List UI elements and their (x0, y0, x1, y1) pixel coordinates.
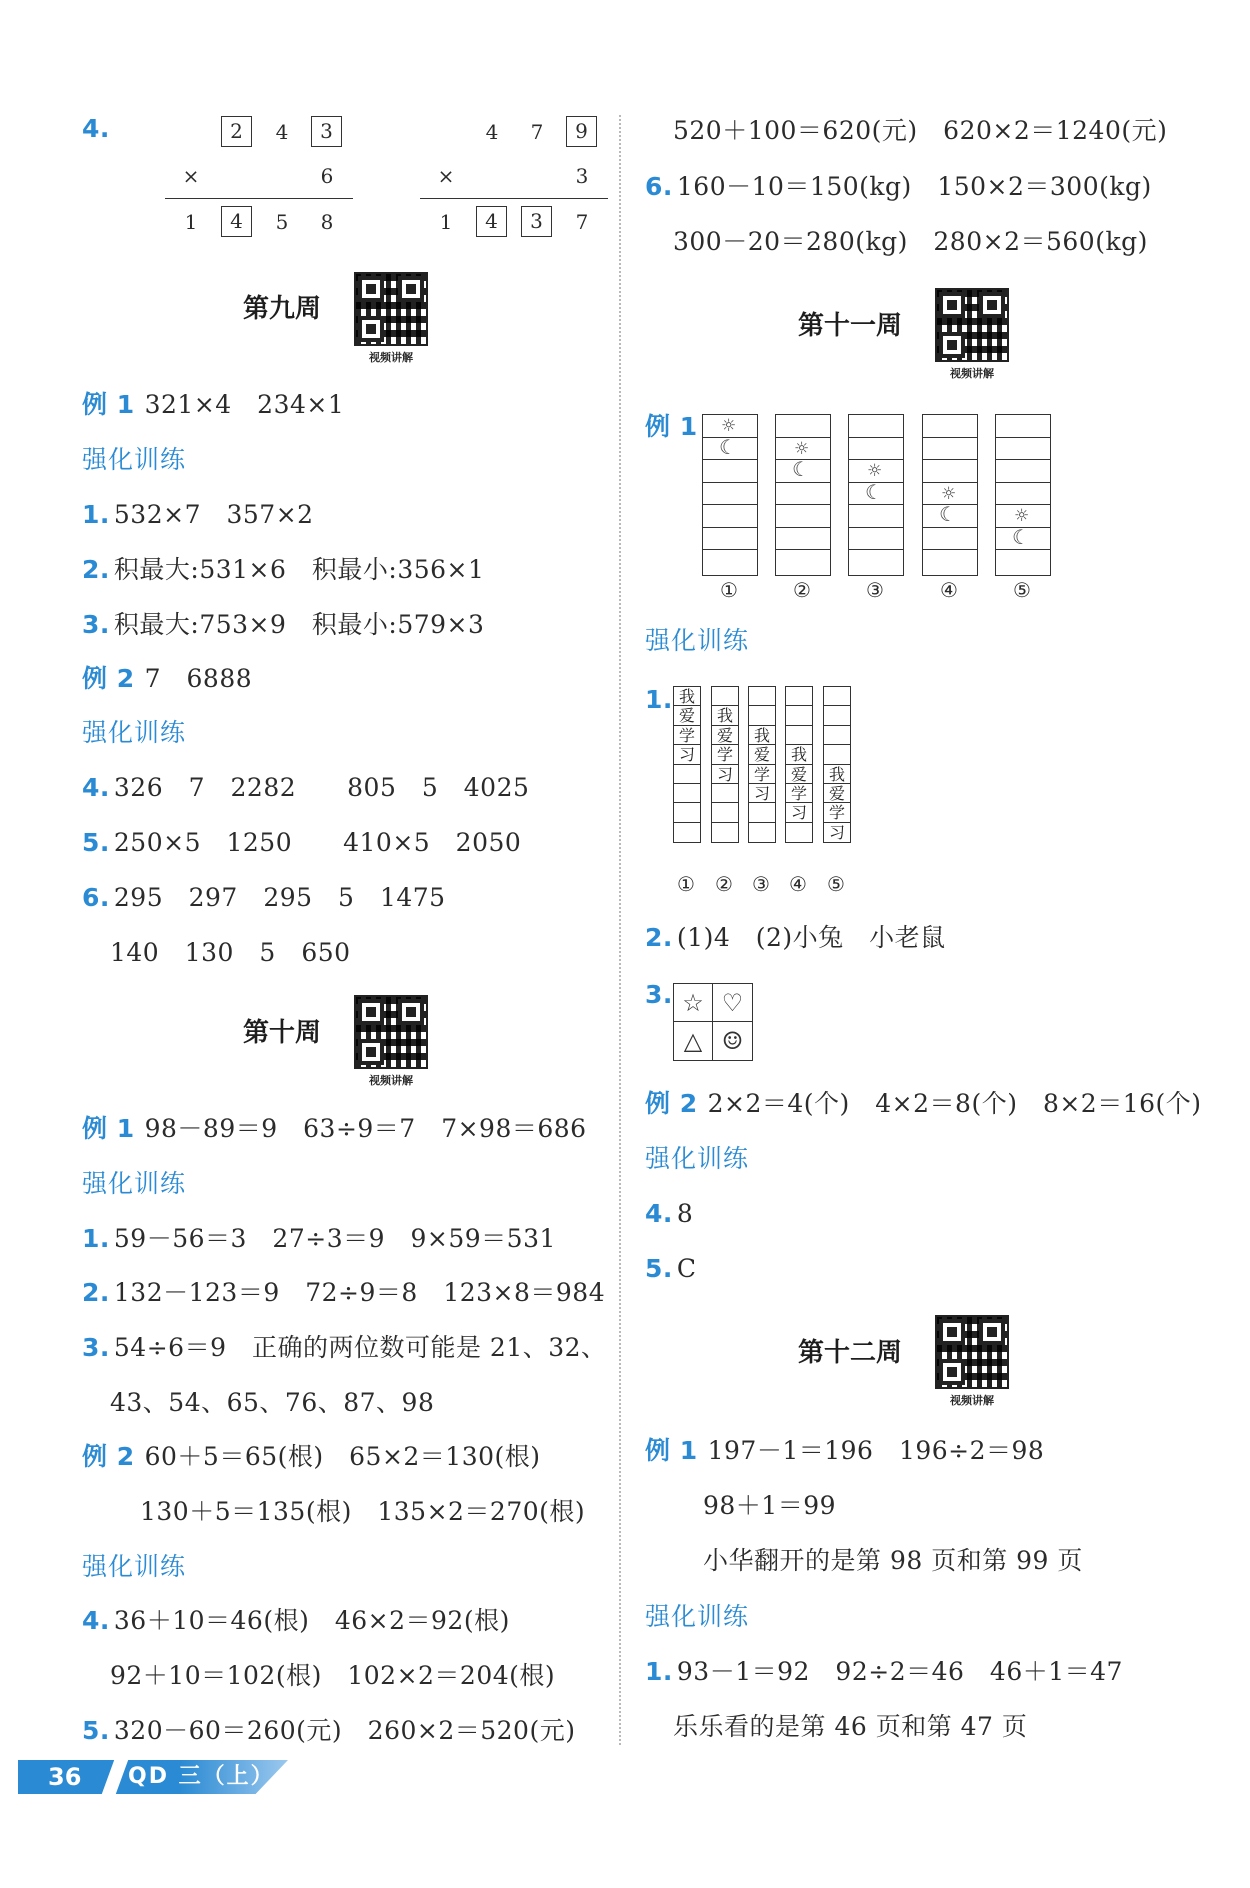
example-1-label: 例 1 (645, 412, 698, 441)
moon-icon: ☾ (792, 457, 810, 481)
example-label: 例 1 (82, 390, 135, 419)
question-number: 5. (82, 1716, 110, 1745)
answer-text: 92＋10＝102(根) 102×2＝204(根) (110, 1661, 556, 1690)
moon-icon: ☾ (939, 502, 957, 526)
section-heading: 强化训练 (645, 1144, 750, 1173)
star-icon: ☆ (674, 984, 713, 1022)
answer-line (82, 771, 529, 805)
word-cell: 学 (824, 803, 850, 822)
word-cell: 习 (828, 822, 845, 842)
answer-text: 520＋100＝620(元) 620×2＝1240(元) (673, 116, 1168, 145)
example-2: 例 2 2×2＝4(个) 4×2＝8(个) 8×2＝16(个) (645, 1089, 1202, 1118)
question-number: 1. (82, 1224, 110, 1253)
answer-line (110, 1659, 555, 1693)
smiley-icon: ☺ (721, 1027, 744, 1055)
diagram-column (995, 414, 1051, 576)
answer-line (82, 1112, 587, 1146)
word-cell: 习 (674, 745, 700, 764)
triangle-icon: △ (674, 1022, 713, 1060)
word-cell (712, 784, 738, 803)
digit: 4 (476, 206, 507, 237)
answer-line (673, 225, 1148, 259)
question-number: 4. (82, 773, 110, 802)
answer-line (82, 1222, 556, 1256)
video-caption: 视频讲解 (950, 367, 994, 380)
video-caption: 视频讲解 (369, 351, 413, 364)
diagram-cell (849, 528, 903, 551)
week-10-title: 第十周 (242, 1018, 321, 1048)
digit: 6 (320, 164, 334, 188)
word-cell (786, 726, 812, 745)
diagram-column (922, 414, 978, 576)
week-9-video-qr[interactable] (354, 272, 428, 365)
week-12-video-qr[interactable] (935, 1315, 1009, 1408)
diagram-cell (703, 505, 757, 528)
answer-text: 积最大:531×6 积最小:356×1 (113, 555, 485, 584)
diagram-cell (923, 502, 977, 528)
word-cell (712, 803, 738, 822)
word-cell (824, 706, 850, 725)
answer-line (673, 114, 1167, 148)
question-1-label: 1. (645, 685, 673, 714)
moon-icon: ☾ (719, 434, 737, 459)
word-cell: 学 (786, 784, 812, 803)
multiply-sign: × (182, 164, 200, 188)
word-cell: 爱 (786, 765, 812, 784)
word-column (785, 686, 813, 843)
sun-icon: ☼ (794, 438, 810, 459)
diagram-cell (703, 483, 757, 506)
answer-text: 7 6888 (144, 664, 253, 693)
diagram-cell (703, 434, 757, 461)
answer-text: 295 297 295 5 1475 (113, 883, 446, 912)
word-cell: 习 (786, 803, 812, 822)
diagram-cell (703, 550, 757, 573)
word-cell (712, 687, 738, 706)
answer-line (645, 1655, 1123, 1689)
digit: 4 (221, 206, 252, 237)
section-heading: 强化训练 (645, 1602, 750, 1631)
digit: 3 (521, 206, 552, 237)
word-cell (786, 706, 812, 725)
week-11-video-qr[interactable] (935, 288, 1009, 381)
answer-line (82, 826, 521, 860)
word-cell: 我 (712, 706, 738, 725)
word-cell (749, 706, 775, 725)
diagram-cell (923, 550, 977, 573)
column-number: ① (720, 578, 738, 602)
answer-text: 197－1＝196 196÷2＝98 (707, 1436, 1045, 1465)
sum-rule (165, 198, 353, 199)
diagram-cell (849, 479, 903, 506)
answer-line (82, 1604, 510, 1638)
word-column (823, 686, 851, 843)
page-number: 36 (48, 1763, 82, 1791)
word-cell: 学 (674, 726, 700, 745)
answer-text: 98－89＝9 63÷9＝7 7×98＝686 (144, 1114, 587, 1143)
moon-icon: ☾ (865, 479, 883, 504)
word-column (673, 686, 701, 843)
video-caption: 视频讲解 (369, 1074, 413, 1087)
week-9-title: 第九周 (242, 294, 321, 324)
word-cell (674, 784, 700, 803)
question-number: 6. (82, 883, 110, 912)
digit: 3 (575, 164, 589, 188)
answer-text: 98＋1＝99 (703, 1491, 837, 1520)
answer-text: 60＋5＝65(根) 65×2＝130(根) (144, 1442, 541, 1471)
question-number: 3. (82, 1333, 110, 1362)
section-heading: 强化训练 (82, 1552, 187, 1581)
answer-text: 300－20＝280(kg) 280×2＝560(kg) (673, 227, 1148, 256)
answer-line (82, 608, 484, 642)
digit: 8 (320, 210, 334, 234)
answer-text: 36＋10＝46(根) 46×2＝92(根) (113, 1606, 510, 1635)
diagram-cell (923, 438, 977, 461)
answer-line (82, 1714, 575, 1748)
word-cell: 爱 (749, 745, 775, 764)
answer-line (703, 1489, 836, 1523)
diagram-cell (776, 415, 830, 438)
example-label: 例 2 (82, 664, 135, 693)
word-cell (749, 687, 775, 706)
example-label: 例 1 (645, 1436, 698, 1465)
column-number: ③ (752, 872, 770, 896)
diagram-cell (996, 460, 1050, 483)
word-cell (674, 765, 700, 784)
diagram-cell (703, 460, 757, 483)
answer-line (110, 936, 351, 970)
digit: 7 (575, 210, 589, 234)
diagram-cell (923, 415, 977, 438)
digit: 1 (439, 210, 453, 234)
answer-text: 321×4 234×1 (144, 390, 345, 419)
column-number: ② (715, 872, 733, 896)
question-number: 1. (645, 1657, 673, 1686)
diagram-cell (996, 483, 1050, 506)
sum-rule (420, 198, 608, 199)
diagram-cell (996, 550, 1050, 573)
diagram-cell (923, 528, 977, 551)
qr-code-icon (354, 272, 428, 346)
column-number: ③ (866, 578, 884, 602)
question-2: 2. (1)4 (2)小兔 小老鼠 (645, 923, 946, 952)
word-cell: 习 (749, 784, 775, 803)
answer-line (110, 1386, 434, 1420)
word-cell: 学 (712, 745, 738, 764)
qr-code-icon (354, 995, 428, 1069)
column-number: ① (677, 872, 695, 896)
answer-line (82, 662, 252, 696)
word-cell (674, 803, 700, 822)
question-4: 4. 8 (645, 1199, 694, 1228)
column-number: ⑤ (827, 872, 845, 896)
question-number: 3. (82, 610, 110, 639)
question-3-label: 3. (645, 980, 673, 1009)
diagram-cell (776, 483, 830, 506)
word-cell: 我 (786, 745, 812, 764)
word-column (711, 686, 739, 843)
diagram-cell (849, 438, 903, 461)
answer-text: 43、54、65、76、87、98 (110, 1388, 435, 1417)
column-number: ④ (789, 872, 807, 896)
word-cell (674, 823, 700, 842)
week-11-title: 第十一周 (797, 311, 902, 341)
digit: 3 (311, 116, 342, 147)
word-cell (824, 687, 850, 706)
word-cell (786, 687, 812, 706)
column-number: ⑤ (1013, 578, 1031, 602)
answer-line (82, 881, 446, 915)
answer-text: 小华翻开的是第 98 页和第 99 页 (703, 1546, 1083, 1575)
word-cell (749, 803, 775, 822)
answer-line (82, 388, 344, 422)
section-heading: 强化训练 (82, 718, 187, 747)
answer-line (703, 1544, 1083, 1578)
word-cell (824, 745, 850, 764)
section-heading: 强化训练 (82, 1169, 187, 1198)
question-5: 5. C (645, 1254, 697, 1283)
answer-text: 54÷6＝9 正确的两位数可能是 21、32、 (113, 1333, 607, 1362)
digit: 4 (485, 120, 499, 144)
answer-line (645, 170, 1152, 204)
heart-icon: ♡ (713, 984, 752, 1022)
word-cell: 学 (749, 765, 775, 784)
word-cell (712, 823, 738, 842)
multiply-sign: × (437, 164, 455, 188)
diagram-cell (996, 524, 1050, 551)
digit: 9 (566, 116, 597, 147)
answer-text: 132－123＝9 72÷9＝8 123×8＝984 (113, 1278, 606, 1307)
diagram-cell (996, 438, 1050, 461)
question-4-label: 4. (82, 114, 110, 143)
sun-icon: ☼ (1014, 506, 1030, 526)
week-12-title: 第十二周 (797, 1338, 902, 1368)
question-number: 6. (645, 172, 673, 201)
answer-line (82, 498, 314, 532)
column-number: ② (793, 578, 811, 602)
diagram-column (848, 414, 904, 576)
answer-text: 130＋5＝135(根) 135×2＝270(根) (140, 1497, 586, 1526)
answer-text: 乐乐看的是第 46 页和第 47 页 (673, 1712, 1028, 1741)
sun-icon: ☼ (721, 416, 737, 436)
word-cell: 爱 (712, 726, 738, 745)
moon-icon: ☾ (1012, 524, 1030, 549)
shape-grid (673, 983, 753, 1061)
section-heading: 强化训练 (82, 445, 187, 474)
diagram-cell (776, 505, 830, 528)
word-cell: 我 (824, 765, 850, 784)
diagram-cell (849, 505, 903, 528)
question-number: 5. (82, 828, 110, 857)
digit: 5 (275, 210, 289, 234)
question-number: 2. (82, 555, 110, 584)
digit: 4 (275, 120, 289, 144)
word-cell (749, 823, 775, 842)
book-tag: QD 三（上） (128, 1764, 275, 1789)
answer-text: 140 130 5 650 (110, 938, 351, 967)
answer-line (82, 1331, 607, 1365)
answer-line (673, 1710, 1027, 1744)
word-cell: 爱 (824, 784, 850, 803)
week-10-video-qr[interactable] (354, 995, 428, 1088)
sun-icon: ☼ (867, 461, 883, 481)
answer-line (140, 1495, 585, 1529)
answer-text: 250×5 1250 410×5 2050 (113, 828, 522, 857)
qr-code-icon (935, 288, 1009, 362)
diagram-cell (996, 415, 1050, 438)
diagram-cell (849, 415, 903, 438)
diagram-column (775, 414, 831, 576)
answer-line (82, 553, 484, 587)
word-cell (786, 823, 812, 842)
answer-text: 320－60＝260(元) 260×2＝520(元) (113, 1716, 576, 1745)
example-label: 例 2 (82, 1442, 135, 1471)
digit: 7 (530, 120, 544, 144)
answer-text: 积最大:753×9 积最小:579×3 (113, 610, 485, 639)
diagram-cell (776, 528, 830, 551)
answer-text: 532×7 357×2 (113, 500, 314, 529)
diagram-cell (776, 550, 830, 573)
question-number: 1. (82, 500, 110, 529)
word-column (748, 686, 776, 843)
answer-line (82, 1276, 605, 1310)
diagram-cell (703, 528, 757, 551)
digit: 2 (221, 116, 252, 147)
section-heading: 强化训练 (645, 626, 750, 655)
video-caption: 视频讲解 (950, 1394, 994, 1407)
word-cell: 我 (749, 726, 775, 745)
word-cell (824, 726, 850, 745)
word-cell: 我 (674, 687, 700, 706)
diagram-column (702, 414, 758, 576)
word-cell: 爱 (674, 706, 700, 725)
answer-text: 326 7 2282 805 5 4025 (113, 773, 530, 802)
diagram-cell (776, 457, 830, 483)
answer-text: 59－56＝3 27÷3＝9 9×59＝531 (113, 1224, 556, 1253)
answer-line (82, 1440, 541, 1474)
qr-code-icon (935, 1315, 1009, 1389)
answer-line (645, 1434, 1044, 1468)
example-label: 例 1 (82, 1114, 135, 1143)
column-divider (619, 115, 621, 1745)
diagram-cell (849, 550, 903, 573)
diagram-cell (923, 460, 977, 483)
answer-text: 93－1＝92 92÷2＝46 46＋1＝47 (676, 1657, 1123, 1686)
word-cell: 习 (712, 765, 738, 784)
sun-icon: ☼ (941, 483, 957, 504)
question-number: 4. (82, 1606, 110, 1635)
question-number: 2. (82, 1278, 110, 1307)
column-number: ④ (940, 578, 958, 602)
digit: 1 (184, 210, 198, 234)
answer-text: 160－10＝150(kg) 150×2＝300(kg) (676, 172, 1152, 201)
